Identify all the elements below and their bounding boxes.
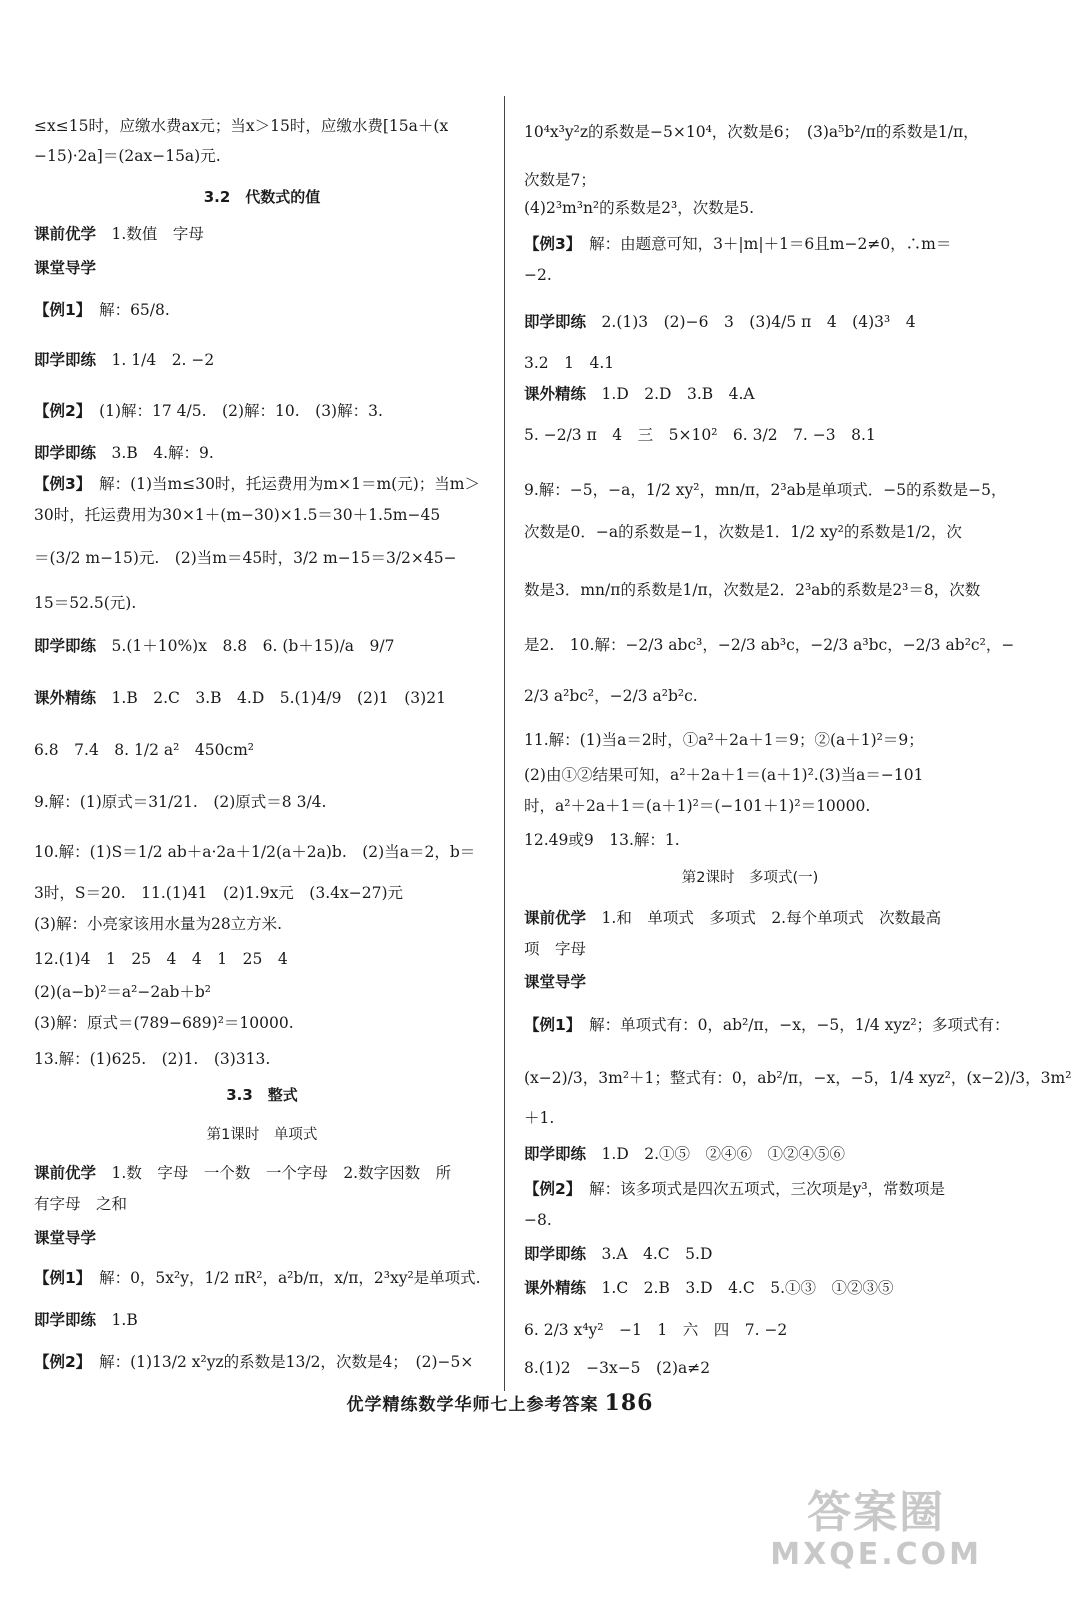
left-line-24 bbox=[34, 1085, 490, 1105]
left-line-14 bbox=[34, 688, 490, 708]
answer-text: 1.B bbox=[111, 1311, 138, 1329]
answer-label: 【例2】 bbox=[524, 1180, 574, 1198]
answer-label: 【例1】 bbox=[34, 1269, 84, 1287]
answer-text: 1.数 字母 一个数 一个字母 2.数字因数 所 bbox=[111, 1164, 452, 1182]
answer-text: −8. bbox=[524, 1211, 552, 1229]
answer-label: 【例2】 bbox=[34, 402, 84, 420]
right-line-26 bbox=[524, 1179, 976, 1199]
left-line-18 bbox=[34, 883, 490, 903]
right-line-19 bbox=[524, 908, 976, 928]
left-line-19 bbox=[34, 914, 490, 934]
right-line-11 bbox=[524, 580, 981, 600]
left-line-4 bbox=[34, 258, 490, 278]
left-line-5 bbox=[34, 300, 490, 320]
answer-text: (3)解：小亮家该用水量为28立方米. bbox=[34, 915, 283, 933]
answer-text: 11.解：(1)当a＝2时，①a²＋2a＋1＝9；②(a＋1)²＝9； bbox=[524, 731, 924, 749]
answer-text: 1.D 2.D 3.B 4.A bbox=[601, 385, 755, 403]
left-line-3 bbox=[34, 224, 490, 244]
answer-label: 【例2】 bbox=[34, 1353, 84, 1371]
right-line-22 bbox=[524, 1015, 1010, 1035]
left-line-25 bbox=[34, 1125, 490, 1145]
answer-label: 【例1】 bbox=[524, 1016, 574, 1034]
right-line-20 bbox=[524, 939, 976, 959]
answer-label: 即学即练 bbox=[524, 1145, 587, 1163]
right-line-30 bbox=[524, 1320, 976, 1340]
left-line-29 bbox=[34, 1268, 490, 1288]
answer-text: 解：单项式有：0，ab²/π，−x，−5，1/4 xyz²；多项式有： bbox=[589, 1016, 1010, 1034]
answer-text: 2.(1)3 (2)−6 3 (3)4/5 π 4 (4)3³ 4 bbox=[601, 313, 916, 331]
answer-text: 解：0，5x²y，1/2 πR²，a²b/π，x/π，2³xy²是单项式. bbox=[99, 1269, 481, 1287]
left-line-16 bbox=[34, 792, 490, 812]
left-line-7 bbox=[34, 401, 490, 421]
left-line-31 bbox=[34, 1352, 490, 1372]
answer-text: −15)·2a]＝(2ax−15a)元. bbox=[34, 147, 221, 165]
answer-label: 即学即练 bbox=[34, 1311, 97, 1329]
answer-text: 解：由题意可知，3＋|m|＋1＝6且m−2≠0，∴m＝ bbox=[589, 235, 952, 253]
answer-label: 课前优学 bbox=[34, 1164, 97, 1182]
right-line-27 bbox=[524, 1210, 976, 1230]
answer-text: 3.3 整式 bbox=[226, 1086, 298, 1104]
right-line-10 bbox=[524, 522, 976, 542]
answer-label: 课外精练 bbox=[34, 689, 97, 707]
right-line-17 bbox=[524, 830, 976, 850]
answer-text: ≤x≤15时，应缴水费ax元；当x＞15时，应缴水费[15a＋(x bbox=[34, 117, 449, 135]
right-line-0 bbox=[524, 122, 979, 142]
watermark-text: 答案圈 bbox=[807, 1487, 946, 1538]
answer-text: 5.(1＋10%)x 8.8 6. (b＋15)/a 9/7 bbox=[111, 637, 395, 655]
answer-text: 10⁴x³y²z的系数是−5×10⁴，次数是6； (3)a⁵b²/π的系数是1/π， bbox=[524, 123, 979, 141]
left-line-2 bbox=[34, 187, 490, 207]
left-line-21 bbox=[34, 982, 490, 1002]
answer-text: 1.C 2.B 3.D 4.C 5.①③ ①②③⑤ bbox=[601, 1279, 894, 1297]
answer-text: (3)解：原式＝(789−689)²＝10000. bbox=[34, 1014, 294, 1032]
answer-label: 课前优学 bbox=[524, 909, 587, 927]
answer-text: 5. −2/3 π 4 三 5×10² 6. 3/2 7. −3 8.1 bbox=[524, 426, 876, 444]
right-line-18 bbox=[524, 868, 976, 888]
answer-text: 3.B 4.解：9. bbox=[111, 444, 214, 462]
answer-label: 课堂导学 bbox=[34, 1229, 97, 1247]
right-line-21 bbox=[524, 972, 976, 992]
left-line-28 bbox=[34, 1228, 490, 1248]
left-line-10 bbox=[34, 505, 490, 525]
left-line-22 bbox=[34, 1013, 490, 1033]
right-line-24 bbox=[524, 1108, 976, 1128]
left-line-0 bbox=[34, 116, 490, 136]
watermark-site: MXQE.COM bbox=[770, 1537, 982, 1572]
answer-text: 有字母 之和 bbox=[34, 1195, 128, 1213]
right-line-12 bbox=[524, 635, 1015, 655]
answer-text: 9.解：−5，−a，1/2 xy²，mn/π，2³ab是单项式．−5的系数是−5， bbox=[524, 481, 1007, 499]
answer-text: 12.(1)4 1 25 4 4 1 25 4 bbox=[34, 950, 288, 968]
answer-text: 3.2 代数式的值 bbox=[203, 188, 321, 206]
answer-text: 第1课时 单项式 bbox=[206, 1127, 318, 1143]
right-line-2 bbox=[524, 198, 976, 218]
answer-text: ＝(3/2 m−15)元. (2)当m＝45时，3/2 m−15＝3/2×45− bbox=[34, 549, 457, 567]
right-line-13 bbox=[524, 686, 976, 706]
right-line-16 bbox=[524, 796, 976, 816]
answer-text: (1)解：17 4/5. (2)解：10. (3)解：3. bbox=[99, 402, 383, 420]
answer-text: 项 字母 bbox=[524, 940, 587, 958]
answer-label: 即学即练 bbox=[524, 1245, 587, 1263]
right-line-8 bbox=[524, 425, 976, 445]
right-line-23 bbox=[524, 1068, 1071, 1088]
answer-text: 1.和 单项式 多项式 2.每个单项式 次数最高 bbox=[601, 909, 942, 927]
answer-text: 3.A 4.C 5.D bbox=[601, 1245, 713, 1263]
right-line-4 bbox=[524, 265, 976, 285]
left-line-13 bbox=[34, 636, 490, 656]
answer-label: 课堂导学 bbox=[524, 973, 587, 991]
right-line-28 bbox=[524, 1244, 976, 1264]
answer-text: 30时，托运费用为30×1＋(m−30)×1.5＝30＋1.5m−45 bbox=[34, 506, 441, 524]
answer-text: 解：65/8. bbox=[99, 301, 170, 319]
right-line-15 bbox=[524, 765, 976, 785]
left-line-15 bbox=[34, 740, 490, 760]
right-line-3 bbox=[524, 234, 976, 254]
answer-text: −2. bbox=[524, 266, 552, 284]
right-line-9 bbox=[524, 480, 1007, 500]
answer-text: (2)由①②结果可知，a²＋2a＋1＝(a＋1)².(3)当a＝−101 bbox=[524, 766, 924, 784]
left-line-20 bbox=[34, 949, 490, 969]
page-number: 186 bbox=[604, 1390, 654, 1416]
right-line-1 bbox=[524, 170, 976, 190]
answer-text: 6.8 7.4 8. 1/2 a² 450cm² bbox=[34, 741, 255, 759]
answer-text: 3时，S＝20. 11.(1)41 (2)1.9x元 (3.4x−27)元 bbox=[34, 884, 404, 902]
right-line-6 bbox=[524, 353, 976, 373]
answer-label: 即学即练 bbox=[524, 313, 587, 331]
answer-text: 数是3．mn/π的系数是1/π，次数是2．2³ab的系数是2³＝8，次数 bbox=[524, 581, 981, 599]
left-line-8 bbox=[34, 443, 490, 463]
answer-text: 10.解：(1)S＝1/2 ab＋a·2a＋1/2(a＋2a)b. (2)当a＝2，b＝ bbox=[34, 843, 476, 861]
answer-text: 解：该多项式是四次五项式，三次项是y³，常数项是 bbox=[589, 1180, 946, 1198]
left-line-17 bbox=[34, 842, 490, 862]
answer-text: 是2. 10.解：−2/3 abc³，−2/3 ab³c，−2/3 a³bc，−2/3 ab²c²，− bbox=[524, 636, 1015, 654]
answer-text: (2)(a−b)²＝a²−2ab＋b² bbox=[34, 983, 212, 1001]
answer-label: 【例3】 bbox=[524, 235, 574, 253]
answer-text: (4)2³m³n²的系数是2³，次数是5. bbox=[524, 199, 755, 217]
answer-text: 1.数值 字母 bbox=[111, 225, 204, 243]
answer-label: 课外精练 bbox=[524, 1279, 587, 1297]
answer-text: 解：(1)当m≤30时，托运费用为m×1＝m(元)；当m＞ bbox=[99, 475, 480, 493]
answer-text: ＋1. bbox=[524, 1109, 555, 1127]
answer-label: 课外精练 bbox=[524, 385, 587, 403]
left-line-1 bbox=[34, 146, 490, 166]
column-divider bbox=[504, 96, 505, 1391]
left-line-23 bbox=[34, 1049, 490, 1069]
answer-text: 12.49或9 13.解：1. bbox=[524, 831, 680, 849]
answer-text: 13.解：(1)625. (2)1. (3)313. bbox=[34, 1050, 271, 1068]
answer-text: 第2课时 多项式(一) bbox=[681, 870, 819, 886]
right-line-25 bbox=[524, 1144, 976, 1164]
answer-label: 即学即练 bbox=[34, 351, 97, 369]
answer-text: 1.D 2.①⑤ ②④⑥ ①②④⑤⑥ bbox=[601, 1145, 846, 1163]
answer-label: 【例3】 bbox=[34, 475, 84, 493]
answer-text: 6. 2/3 x⁴y² −1 1 六 四 7. −2 bbox=[524, 1321, 788, 1339]
answer-text: 次数是7； bbox=[524, 171, 596, 189]
answer-label: 即学即练 bbox=[34, 637, 97, 655]
answer-label: 课堂导学 bbox=[34, 259, 97, 277]
answer-text: 15＝52.5(元). bbox=[34, 594, 137, 612]
answer-text: 8.(1)2 −3x−5 (2)a≠2 bbox=[524, 1359, 711, 1377]
left-line-30 bbox=[34, 1310, 490, 1330]
right-line-29 bbox=[524, 1278, 976, 1298]
answer-label: 课前优学 bbox=[34, 225, 97, 243]
answer-text: 2/3 a²bc²，−2/3 a²b²c. bbox=[524, 687, 698, 705]
left-line-11 bbox=[34, 548, 490, 568]
right-line-5 bbox=[524, 312, 976, 332]
left-line-9 bbox=[34, 474, 490, 494]
answer-text: 9.解：(1)原式＝31/21. (2)原式＝8 3/4. bbox=[34, 793, 327, 811]
answer-label: 即学即练 bbox=[34, 444, 97, 462]
answer-text: 3.2 1 4.1 bbox=[524, 354, 615, 372]
answer-label: 【例1】 bbox=[34, 301, 84, 319]
answer-text: 1. 1/4 2. −2 bbox=[111, 351, 215, 369]
answer-text: 解：(1)13/2 x²yz的系数是13/2，次数是4； (2)−5× bbox=[99, 1353, 474, 1371]
left-line-6 bbox=[34, 350, 490, 370]
watermark-logo bbox=[770, 1488, 982, 1572]
right-line-14 bbox=[524, 730, 976, 750]
answer-text: 时，a²＋2a＋1＝(a＋1)²＝(−101＋1)²＝10000. bbox=[524, 797, 871, 815]
left-line-26 bbox=[34, 1163, 490, 1183]
answer-text: 次数是0．−a的系数是−1，次数是1．1/2 xy²的系数是1/2，次 bbox=[524, 523, 962, 541]
answer-text: 1.B 2.C 3.B 4.D 5.(1)4/9 (2)1 (3)21 bbox=[111, 689, 446, 707]
page-footer bbox=[0, 1390, 1000, 1416]
left-line-12 bbox=[34, 593, 490, 613]
right-line-7 bbox=[524, 384, 976, 404]
footer-title: 优学精练数学华师七上参考答案 bbox=[346, 1395, 599, 1415]
left-line-27 bbox=[34, 1194, 490, 1214]
right-line-31 bbox=[524, 1358, 976, 1378]
answer-text: (x−2)/3，3m²＋1；整式有：0，ab²/π，−x，−5，1/4 xyz²，(x−2)/3，3m² bbox=[524, 1069, 1071, 1087]
